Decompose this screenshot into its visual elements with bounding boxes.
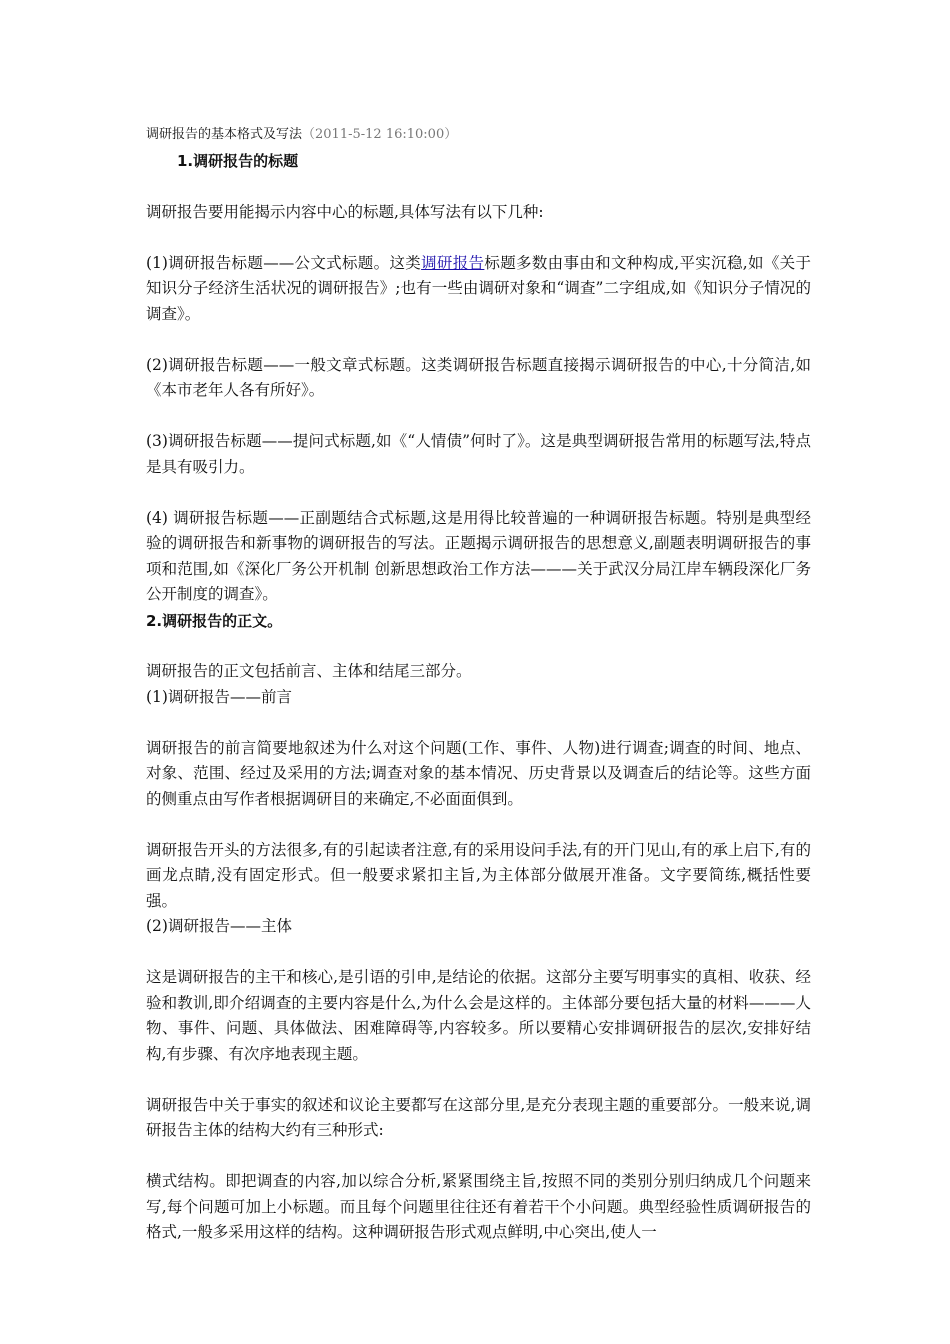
subheading-preface: (1)调研报告——前言 <box>146 687 292 706</box>
spacer <box>146 327 811 353</box>
spacer <box>146 480 811 506</box>
spacer <box>146 940 811 966</box>
paragraph-structure-forms: 调研报告中关于事实的叙述和议论主要都写在这部分里,是充分表现主题的重要部分。一般来说,调研报告主体的结构大约有三种形式: <box>146 1095 811 1139</box>
paragraph-question-title: (3)调研报告标题——提问式标题,如《“人情债”何时了》。这是典型调研报告常用的标题写法,特点是具有吸引力。 <box>146 432 811 476</box>
spacer <box>146 174 811 200</box>
document-title <box>146 122 811 148</box>
report-link[interactable]: 调研报告 <box>421 253 485 272</box>
paragraph-article-title: (2)调研报告标题——一般文章式标题。这类调研报告标题直接揭示调研报告的中心,十分简洁,如《本市老年人各有所好》。 <box>146 355 811 399</box>
spacer <box>146 710 811 736</box>
subheading-main-body: (2)调研报告——主体 <box>146 917 292 935</box>
paragraph-text: (1)调研报告标题——公文式标题。这类 <box>146 253 422 272</box>
title-text: 调研报告的基本格式及写法 <box>146 127 303 142</box>
spacer <box>146 1144 811 1170</box>
paragraph-text: 标题多数由事由和文种构成,平实沉稳,如《关于知识分子经济生活状况的调研报告》;也有一些由调研对象和“调查”二字组成,如《知识分子情况的调查》。 <box>146 253 811 323</box>
paragraph-official-title <box>146 251 811 328</box>
section-heading-body: 2.调研报告的正文。 <box>146 611 283 630</box>
timestamp: （2011-5-12 16:10:00） <box>302 127 458 142</box>
document-page <box>146 122 811 1246</box>
spacer <box>146 1067 811 1093</box>
spacer <box>146 634 811 660</box>
section-heading-title: 1.调研报告的标题 <box>177 152 299 170</box>
body-intro-paragraph: 调研报告的正文包括前言、主体和结尾三部分。 <box>146 662 472 680</box>
spacer <box>146 404 811 430</box>
paragraph-opening-methods: 调研报告开头的方法很多,有的引起读者注意,有的采用设问手法,有的开门见山,有的承上启下,有的画龙点睛,没有固定形式。但一般要求紧扣主旨,为主体部分做展开准备。文字要简练,概括性要强。 <box>146 840 811 910</box>
spacer <box>146 225 811 251</box>
spacer <box>146 812 811 838</box>
paragraph-preface-content: 调研报告的前言简要地叙述为什么对这个问题(工作、事件、人物)进行调查;调查的时间、地点、对象、范围、经过及采用的方法;调查对象的基本情况、历史背景以及调查后的结论等。这些方面的侧重点由写作者根据调研目的来确定,不必面面俱到。 <box>146 738 811 808</box>
paragraph-horizontal-structure: 横式结构。即把调查的内容,加以综合分析,紧紧围绕主旨,按照不同的类别分别归纳成几个问题来写,每个问题可加上小标题。而且每个问题里往往还有着若干个小问题。典型经验性质调研报告的格式,一般多采用这样的结构。这种调研报告形式观点鲜明,中心突出,使人一 <box>146 1172 811 1241</box>
intro-paragraph: 调研报告要用能揭示内容中心的标题,具体写法有以下几种: <box>146 202 544 221</box>
paragraph-combined-title: (4) 调研报告标题——正副题结合式标题,这是用得比较普遍的一种调研报告标题。特别是典型经验的调研报告和新事物的调研报告的写法。正题揭示调研报告的思想意义,副题表明调研报告的事项和范围,如《深化厂务公开机制 创新思想政治工作方法———关于武汉分局江岸车辆段深化厂务公开制度的调查》。 <box>146 508 811 603</box>
paragraph-main-body: 这是调研报告的主干和核心,是引语的引申,是结论的依据。这部分主要写明事实的真相、收获、经验和教训,即介绍调查的主要内容是什么,为什么会是这样的。主体部分要包括大量的材料———人物、事件、问题、具体做法、困难障碍等,内容较多。所以要精心安排调研报告的层次,安排好结构,有步骤、有次序地表现主题。 <box>146 968 811 1063</box>
